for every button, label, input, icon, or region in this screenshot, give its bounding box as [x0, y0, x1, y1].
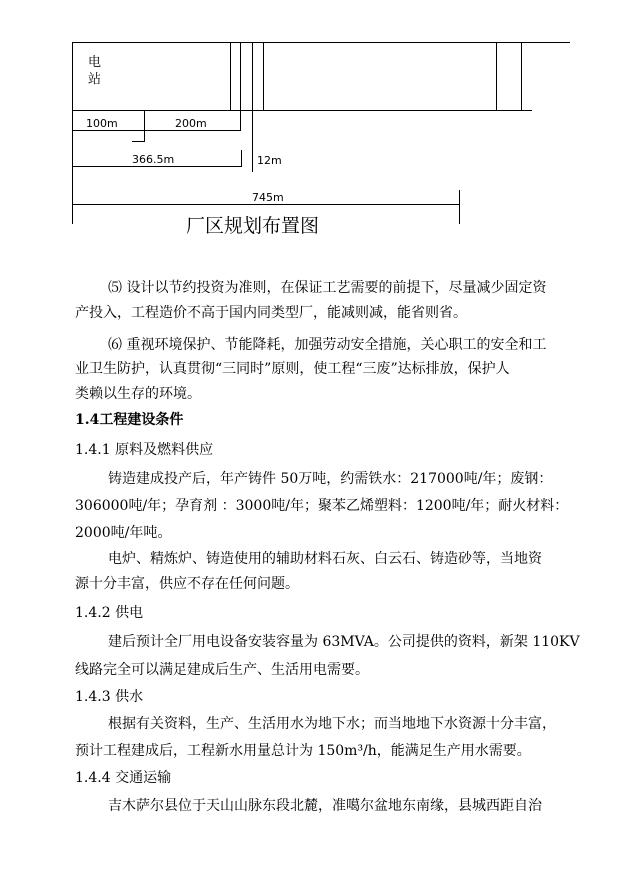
- paragraph-6-line-1: ⑹ 重视环境保护、节能降耗，加强劳动安全措施，关心职工的安全和工: [108, 337, 547, 353]
- raw-material-line-1: 铸造建成投产后，年产铸件 50万吨，约需铁水：217000吨/年；废钢：: [108, 471, 553, 487]
- dimension-366-5m: 366.5m: [132, 153, 175, 166]
- paragraph-5-line-2: 产投入，工程造价不高于国内同类型厂，能减则减，能省则省。: [75, 305, 467, 321]
- water-supply-line-1: 根据有关资料，生产、生活用水为地下水；而当地地下水资源十分丰富，: [108, 716, 556, 732]
- plant-layout-diagram: [0, 0, 621, 240]
- dimension-745m: 745m: [252, 191, 284, 204]
- subsection-heading-1-4-2: 1.4.2 供电: [75, 605, 144, 621]
- aux-material-line-2: 源十分丰富，供应不存在任何问题。: [75, 576, 299, 592]
- water-supply-line-2: 预计工程建成后，工程新水用量总计为 150m³/h，能满足生产用水需要。: [75, 743, 531, 759]
- raw-material-line-2: 306000吨/年；孕育剂 ：3000吨/年；聚苯乙烯塑料：1200吨/年；耐火材料：: [75, 498, 569, 514]
- station-label-char-2: 站: [88, 72, 102, 87]
- paragraph-5-line-1: ⑸ 设计以节约投资为准则，在保证工艺需要的前提下，尽量减少固定资: [108, 280, 547, 296]
- power-supply-line-2: 线路完全可以满足建成后生产、生活用电需要。: [75, 662, 369, 678]
- transport-line-1: 吉木萨尔县位于天山山脉东段北麓，准噶尔盆地东南缘，县城西距自治: [108, 798, 542, 814]
- subsection-heading-1-4-3: 1.4.3 供水: [75, 689, 144, 705]
- subsection-heading-1-4-1: 1.4.1 原料及燃料供应: [75, 442, 214, 458]
- diagram-title: 厂区规划布置图: [186, 215, 320, 237]
- subsection-heading-1-4-4: 1.4.4 交通运输: [75, 770, 172, 786]
- paragraph-6-line-2: 业卫生防护，认真贯彻“三同时”原则，使工程“三废”达标排放，保护人: [75, 361, 510, 377]
- dimension-100m: 100m: [86, 117, 118, 130]
- station-label-char-1: 电: [88, 55, 102, 70]
- section-heading-1-4: 1.4工程建设条件: [75, 412, 184, 428]
- aux-material-line-1: 电炉、精炼炉、铸造使用的辅助材料石灰、白云石、铸造砂等，当地资: [108, 551, 542, 567]
- dimension-12m: 12m: [257, 154, 282, 167]
- dimension-200m: 200m: [175, 117, 207, 130]
- raw-material-line-3: 2000吨/年吨。: [75, 525, 172, 541]
- power-supply-line-1: 建后预计全厂用电设备安装容量为 63MVA。公司提供的资料，新架 110KV: [108, 634, 580, 650]
- paragraph-6-line-3: 类赖以生存的环境。: [75, 386, 201, 402]
